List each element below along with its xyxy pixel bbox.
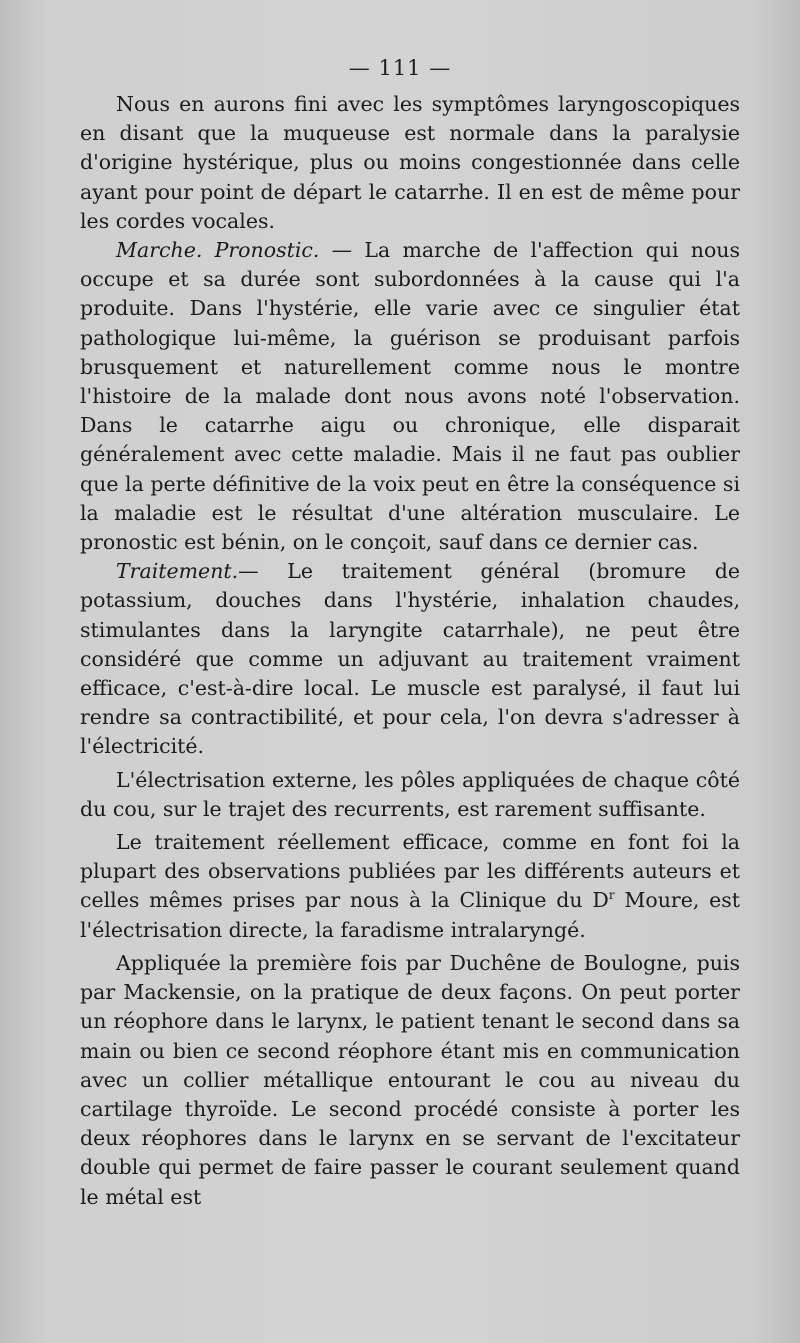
body-text	[80, 90, 740, 1212]
paragraph-text: Appliquée la première fois par Duchêne de Boulogne, puis par Mackensie, on la pratique de deux façons. On peut porter un réophore dans le larynx, le patient tenant le second dans sa main ou bien ce second réophore étant mis en communication avec un collier métallique entourant le cou au niveau du cartilage thyroïde. Le second procédé consiste à porter les deux réophores dans le larynx en se servant de l'excitateur double qui permet de faire passer le courant seulement quand le métal est	[80, 950, 740, 1209]
page-number: — 111 —	[348, 56, 452, 80]
paragraph-text: L'électrisation externe, les pôles appliquées de chaque côté du cou, sur le trajet des recurrents, est rarement suffisante.	[80, 767, 740, 821]
paragraph-electrisation-externe	[80, 766, 740, 824]
paragraph-traitement	[80, 557, 740, 761]
paragraph-laryngoscopic-symptoms	[80, 90, 740, 236]
paragraph-text: Nous en aurons fini avec les symptômes laryngoscopiques en disant que la muqueuse est normale dans la paralysie d'origine hystérique, plus ou moins congestionnée dans celle ayant pour point de départ le catarrhe. Il en est de même pour les cordes vocales.	[80, 92, 740, 233]
paragraph-application	[80, 949, 740, 1212]
paragraph-traitement-efficace	[80, 828, 740, 945]
paragraph-text: Moure, est l'électrisation directe, la faradisme intralaryngé.	[80, 888, 741, 942]
superscript-text: r	[608, 888, 615, 903]
section-title-traitement: Traitement.	[116, 559, 239, 584]
paragraph-text: — Le traitement général (bromure de potassium, douches dans l'hystérie, inhalation chaudes, stimulantes dans la laryngite catarrhale), ne peut être considéré que comme un adjuvant au traitement vraiment efficace, c'est-à-dire local. Le muscle est paralysé, il faut lui rendre sa contractibilité, et pour cela, l'on devra s'adresser à l'électricité.	[80, 559, 740, 759]
paragraph-marche-pronostic	[80, 236, 740, 557]
section-title-marche-pronostic: Marche. Pronostic.	[116, 238, 320, 263]
paragraph-text: — La marche de l'affection qui nous occupe et sa durée sont subordonnées à la cause qui l'a produite. Dans l'hystérie, elle varie avec ce singulier état pathologique lui-même, la guérison se produisant parfois brusquement et naturellement comme nous le montre l'histoire de la malade dont nous avons noté l'observation. Dans le catarrhe aigu ou chronique, elle disparait généralement avec cette maladie. Mais il ne faut pas oublier que la perte définitive de la voix peut en être la conséquence si la maladie est le résultat d'une altération musculaire. Le pronostic est bénin, on le conçoit, sauf dans ce dernier cas.	[80, 238, 741, 555]
paragraph-text: Le traitement réellement efficace, comme en font foi la plupart des observations publiées par les différents auteurs et celles mêmes prises par nous à la Clinique du D	[80, 830, 740, 913]
